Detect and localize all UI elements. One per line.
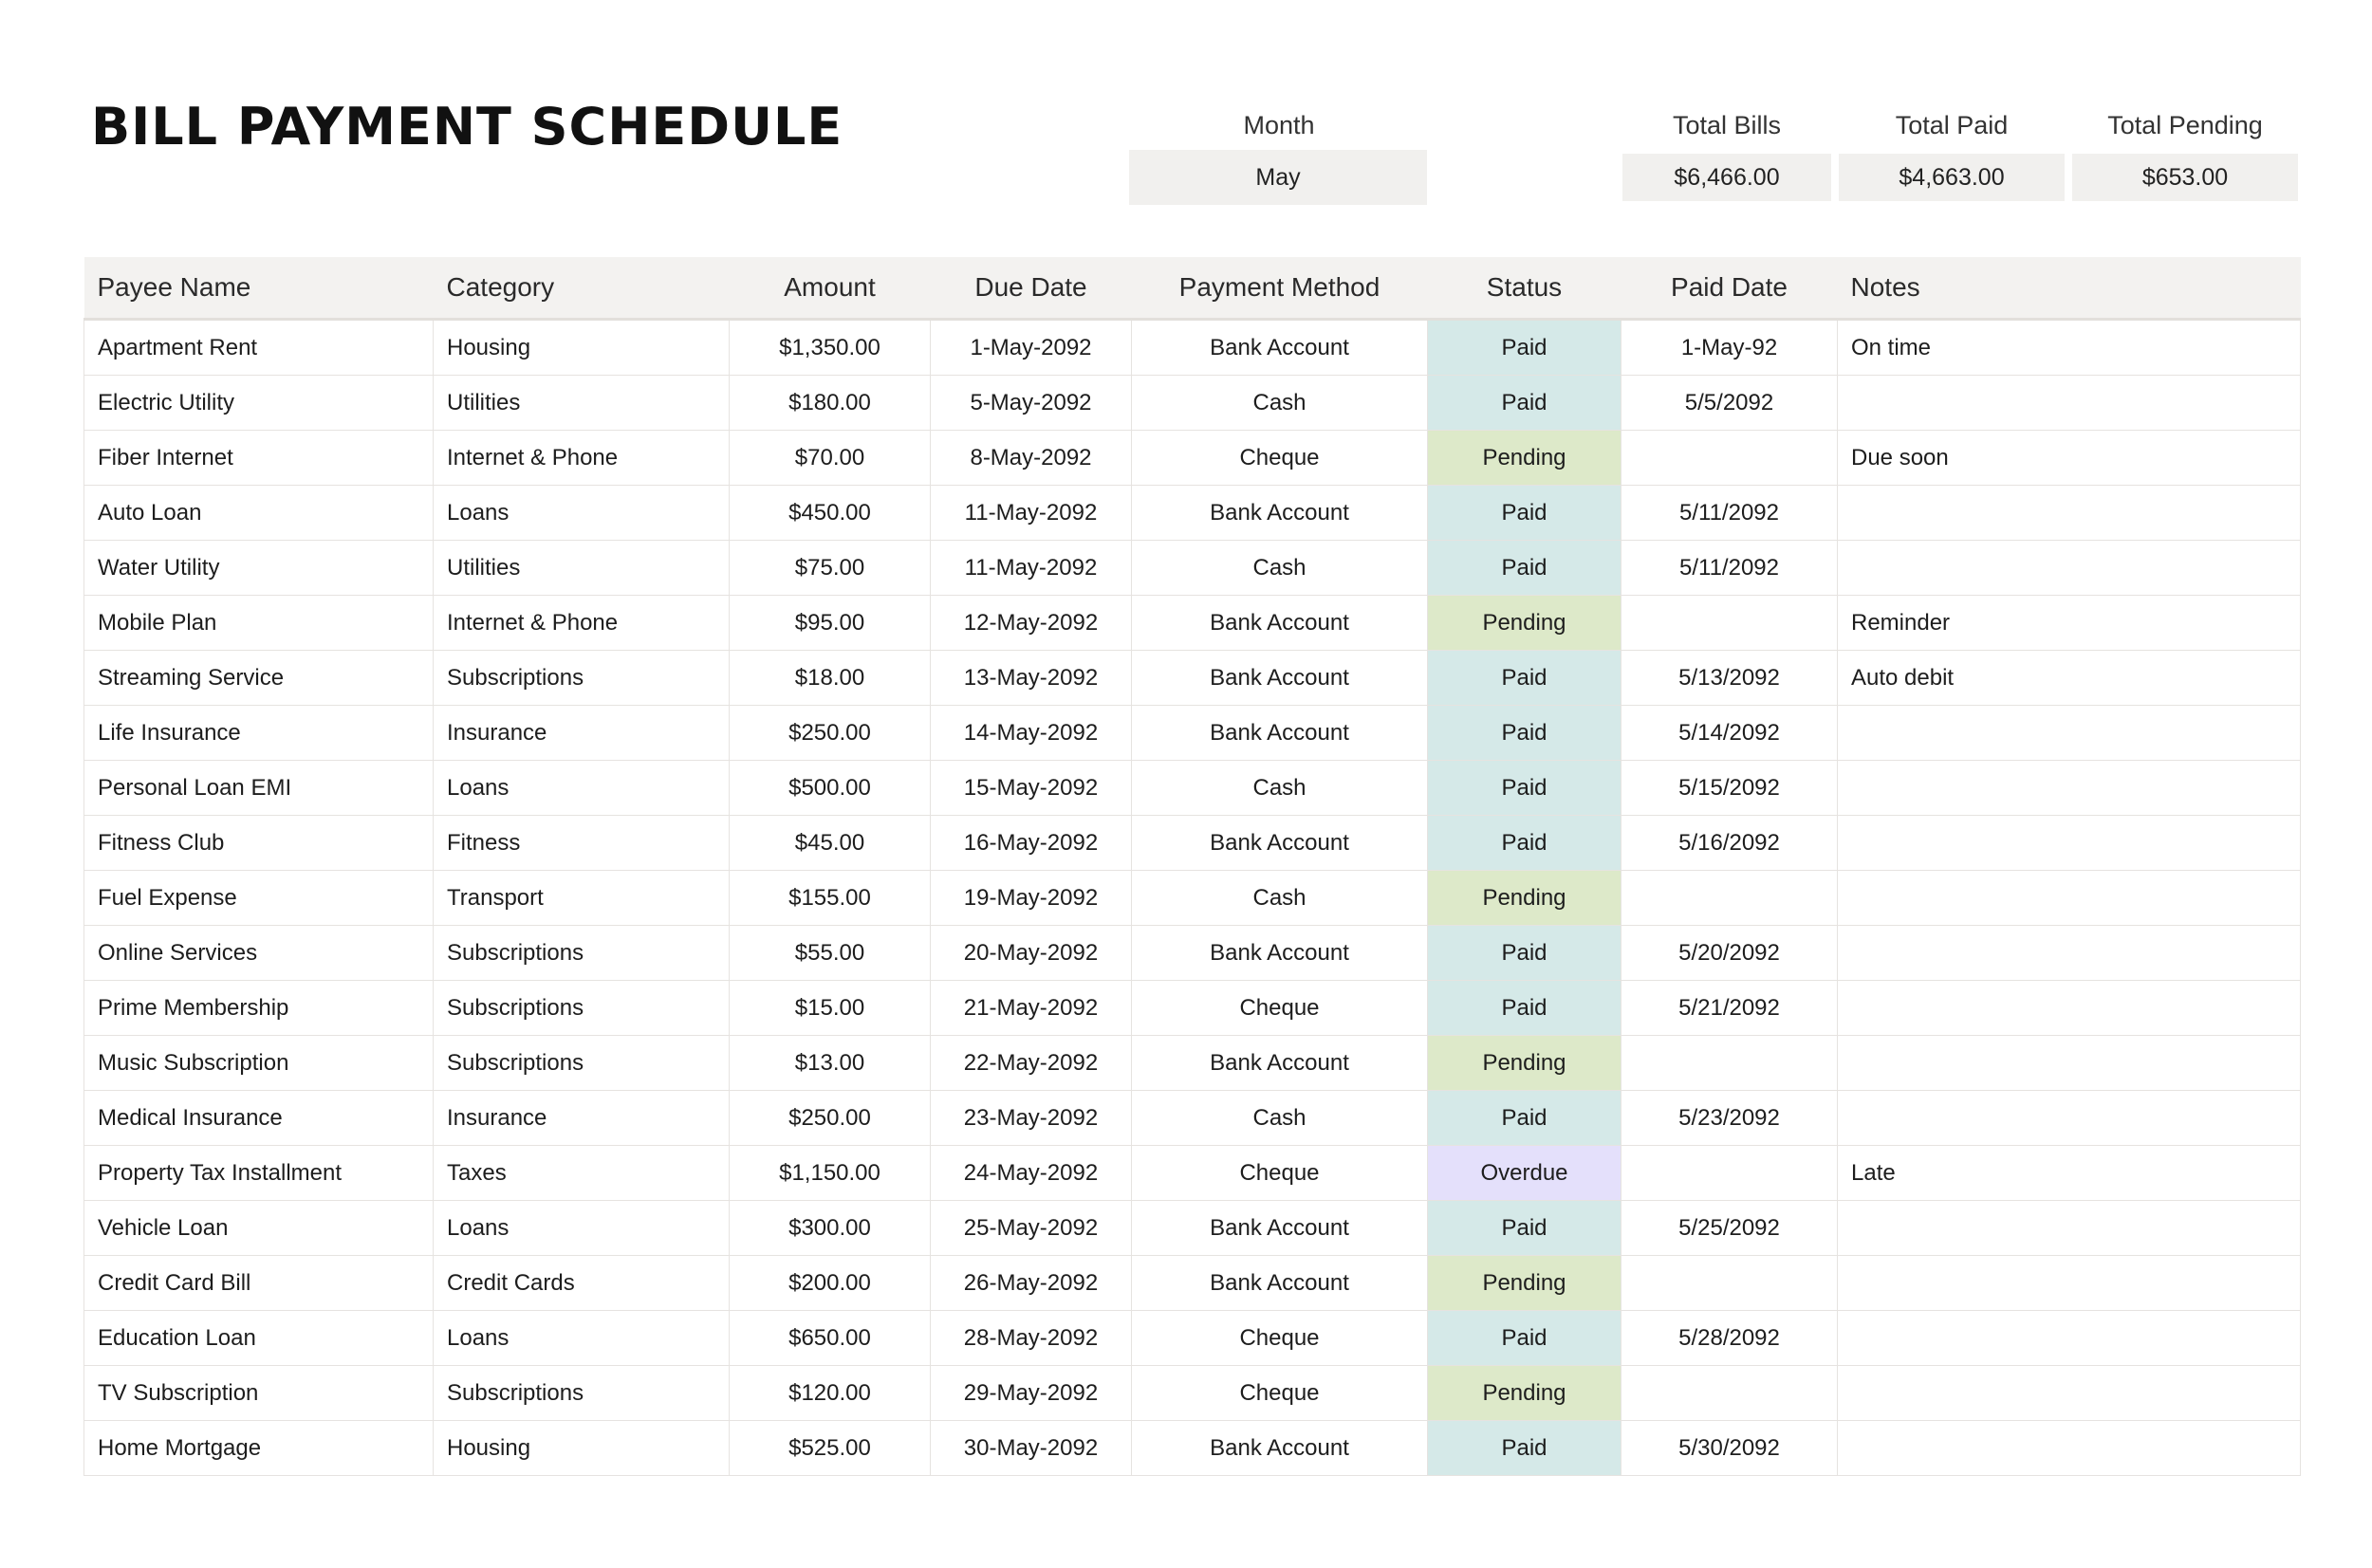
payee-name-cell[interactable]: Personal Loan EMI [84, 761, 434, 816]
table-row[interactable] [84, 706, 2301, 761]
payee-name-cell[interactable]: Water Utility [84, 541, 434, 596]
notes-cell[interactable] [1838, 541, 2301, 596]
due-date-cell[interactable]: 11-May-2092 [931, 486, 1132, 541]
notes-cell[interactable] [1838, 1421, 2301, 1476]
payment-method-cell[interactable]: Cash [1132, 761, 1428, 816]
status-cell[interactable]: Pending [1428, 1366, 1621, 1421]
total-paid-label: Total Paid [1895, 111, 2009, 139]
table-row[interactable] [84, 431, 2301, 486]
paid-date-cell[interactable] [1621, 1366, 1838, 1421]
status-cell[interactable]: Paid [1428, 376, 1621, 431]
notes-cell[interactable] [1838, 761, 2301, 816]
payee-name-cell[interactable]: Home Mortgage [84, 1421, 434, 1476]
notes-cell[interactable] [1838, 1201, 2301, 1256]
table-row[interactable] [84, 1201, 2301, 1256]
paid-date-cell[interactable]: 5/20/2092 [1621, 926, 1838, 981]
notes-cell[interactable] [1838, 1311, 2301, 1366]
table-row[interactable] [84, 651, 2301, 706]
paid-date-cell[interactable]: 5/30/2092 [1621, 1421, 1838, 1476]
total-bills-value: $6,466.00 [1622, 154, 1831, 201]
payment-method-cell[interactable]: Bank Account [1132, 651, 1428, 706]
category-cell[interactable]: Subscriptions [434, 651, 730, 706]
category-cell[interactable]: Utilities [434, 541, 730, 596]
payment-method-cell[interactable]: Cash [1132, 376, 1428, 431]
paid-date-cell[interactable] [1621, 1146, 1838, 1201]
total-pending-value: $653.00 [2072, 154, 2298, 201]
paid-date-cell[interactable]: 5/13/2092 [1621, 651, 1838, 706]
table-row[interactable] [84, 1311, 2301, 1366]
due-date-cell[interactable]: 30-May-2092 [931, 1421, 1132, 1476]
due-date-cell[interactable]: 28-May-2092 [931, 1311, 1132, 1366]
table-header-row [84, 257, 2301, 320]
status-cell[interactable]: Paid [1428, 981, 1621, 1036]
header-payee-name[interactable]: Payee Name [84, 257, 434, 320]
payee-name-cell[interactable]: Fuel Expense [84, 871, 434, 926]
notes-cell[interactable]: On time [1838, 320, 2301, 376]
status-cell[interactable]: Paid [1428, 1421, 1621, 1476]
notes-cell[interactable] [1838, 706, 2301, 761]
amount-cell[interactable]: $155.00 [730, 871, 931, 926]
payee-name-cell[interactable]: Fiber Internet [84, 431, 434, 486]
due-date-cell[interactable]: 8-May-2092 [931, 431, 1132, 486]
payment-method-cell[interactable]: Bank Account [1132, 320, 1428, 376]
header-category[interactable]: Category [434, 257, 730, 320]
notes-cell[interactable] [1838, 1091, 2301, 1146]
amount-cell[interactable]: $300.00 [730, 1201, 931, 1256]
header-status[interactable]: Status [1428, 257, 1621, 320]
amount-cell[interactable]: $250.00 [730, 706, 931, 761]
paid-date-cell[interactable] [1621, 596, 1838, 651]
status-cell[interactable]: Paid [1428, 926, 1621, 981]
payment-method-cell[interactable]: Bank Account [1132, 486, 1428, 541]
status-cell[interactable]: Overdue [1428, 1146, 1621, 1201]
amount-cell[interactable]: $200.00 [730, 1256, 931, 1311]
category-cell[interactable]: Loans [434, 1311, 730, 1366]
payment-method-cell[interactable]: Cheque [1132, 981, 1428, 1036]
table-row[interactable] [84, 1036, 2301, 1091]
status-cell[interactable]: Paid [1428, 1311, 1621, 1366]
total-bills-label: Total Bills [1672, 111, 1782, 139]
category-cell[interactable]: Subscriptions [434, 926, 730, 981]
amount-cell[interactable]: $95.00 [730, 596, 931, 651]
status-cell[interactable]: Paid [1428, 486, 1621, 541]
paid-date-cell[interactable] [1621, 871, 1838, 926]
amount-cell[interactable]: $500.00 [730, 761, 931, 816]
table-row[interactable] [84, 871, 2301, 926]
payee-name-cell[interactable]: Online Services [84, 926, 434, 981]
header-due-date[interactable]: Due Date [931, 257, 1132, 320]
due-date-cell[interactable]: 16-May-2092 [931, 816, 1132, 871]
payment-method-cell[interactable]: Bank Account [1132, 1036, 1428, 1091]
status-cell[interactable]: Pending [1428, 431, 1621, 486]
payee-name-cell[interactable]: Streaming Service [84, 651, 434, 706]
payee-name-cell[interactable]: Music Subscription [84, 1036, 434, 1091]
header-payment-method[interactable]: Payment Method [1132, 257, 1428, 320]
due-date-cell[interactable]: 22-May-2092 [931, 1036, 1132, 1091]
payee-name-cell[interactable]: Education Loan [84, 1311, 434, 1366]
due-date-cell[interactable]: 29-May-2092 [931, 1366, 1132, 1421]
payee-name-cell[interactable]: Electric Utility [84, 376, 434, 431]
notes-cell[interactable] [1838, 816, 2301, 871]
amount-cell[interactable]: $1,350.00 [730, 320, 931, 376]
paid-date-cell[interactable] [1621, 1256, 1838, 1311]
payment-method-cell[interactable]: Cheque [1132, 1366, 1428, 1421]
notes-cell[interactable] [1838, 871, 2301, 926]
payment-method-cell[interactable]: Cheque [1132, 431, 1428, 486]
payee-name-cell[interactable]: Property Tax Installment [84, 1146, 434, 1201]
payment-method-cell[interactable]: Bank Account [1132, 1421, 1428, 1476]
amount-cell[interactable]: $75.00 [730, 541, 931, 596]
payment-method-cell[interactable]: Bank Account [1132, 816, 1428, 871]
total-paid-value: $4,663.00 [1839, 154, 2065, 201]
payee-name-cell[interactable]: Life Insurance [84, 706, 434, 761]
paid-date-cell[interactable]: 5/5/2092 [1621, 376, 1838, 431]
notes-cell[interactable]: Due soon [1838, 431, 2301, 486]
paid-date-cell[interactable]: 5/11/2092 [1621, 541, 1838, 596]
status-cell[interactable]: Paid [1428, 761, 1621, 816]
due-date-cell[interactable]: 21-May-2092 [931, 981, 1132, 1036]
header-paid-date[interactable]: Paid Date [1621, 257, 1838, 320]
table-row[interactable] [84, 761, 2301, 816]
payee-name-cell[interactable]: Vehicle Loan [84, 1201, 434, 1256]
status-cell[interactable]: Paid [1428, 1201, 1621, 1256]
status-cell[interactable]: Paid [1428, 1091, 1621, 1146]
due-date-cell[interactable]: 25-May-2092 [931, 1201, 1132, 1256]
notes-cell[interactable] [1838, 1366, 2301, 1421]
payment-method-cell[interactable]: Cheque [1132, 1146, 1428, 1201]
paid-date-cell[interactable]: 5/28/2092 [1621, 1311, 1838, 1366]
table-row[interactable] [84, 486, 2301, 541]
payment-method-cell[interactable]: Bank Account [1132, 596, 1428, 651]
payment-method-cell[interactable]: Bank Account [1132, 706, 1428, 761]
notes-cell[interactable] [1838, 981, 2301, 1036]
table-row[interactable] [84, 1366, 2301, 1421]
amount-cell[interactable]: $250.00 [730, 1091, 931, 1146]
category-cell[interactable]: Internet & Phone [434, 431, 730, 486]
category-cell[interactable]: Subscriptions [434, 1036, 730, 1091]
notes-cell[interactable]: Reminder [1838, 596, 2301, 651]
amount-cell[interactable]: $525.00 [730, 1421, 931, 1476]
table-row[interactable] [84, 320, 2301, 376]
category-cell[interactable]: Taxes [434, 1146, 730, 1201]
due-date-cell[interactable]: 1-May-2092 [931, 320, 1132, 376]
paid-date-cell[interactable] [1621, 1036, 1838, 1091]
table-row[interactable] [84, 596, 2301, 651]
table-row[interactable] [84, 926, 2301, 981]
status-cell[interactable]: Pending [1428, 1256, 1621, 1311]
total-pending-label: Total Pending [2107, 111, 2263, 139]
amount-cell[interactable]: $13.00 [730, 1036, 931, 1091]
notes-cell[interactable] [1838, 376, 2301, 431]
table-row[interactable] [84, 1146, 2301, 1201]
status-cell[interactable]: Paid [1428, 816, 1621, 871]
amount-cell[interactable]: $180.00 [730, 376, 931, 431]
amount-cell[interactable]: $450.00 [730, 486, 931, 541]
payment-method-cell[interactable]: Bank Account [1132, 1256, 1428, 1311]
paid-date-cell[interactable] [1621, 431, 1838, 486]
due-date-cell[interactable]: 13-May-2092 [931, 651, 1132, 706]
category-cell[interactable]: Subscriptions [434, 1366, 730, 1421]
category-cell[interactable]: Internet & Phone [434, 596, 730, 651]
payment-method-cell[interactable]: Bank Account [1132, 1201, 1428, 1256]
amount-cell[interactable]: $1,150.00 [730, 1146, 931, 1201]
amount-cell[interactable]: $650.00 [730, 1311, 931, 1366]
due-date-cell[interactable]: 12-May-2092 [931, 596, 1132, 651]
status-cell[interactable]: Paid [1428, 541, 1621, 596]
due-date-cell[interactable]: 11-May-2092 [931, 541, 1132, 596]
status-cell[interactable]: Pending [1428, 596, 1621, 651]
amount-cell[interactable]: $18.00 [730, 651, 931, 706]
due-date-cell[interactable]: 14-May-2092 [931, 706, 1132, 761]
category-cell[interactable]: Utilities [434, 376, 730, 431]
paid-date-cell[interactable]: 5/15/2092 [1621, 761, 1838, 816]
table-row[interactable] [84, 541, 2301, 596]
header-amount[interactable]: Amount [730, 257, 931, 320]
due-date-cell[interactable]: 15-May-2092 [931, 761, 1132, 816]
category-cell[interactable]: Loans [434, 486, 730, 541]
notes-cell[interactable]: Late [1838, 1146, 2301, 1201]
category-cell[interactable]: Fitness [434, 816, 730, 871]
payment-method-cell[interactable]: Cheque [1132, 1311, 1428, 1366]
paid-date-cell[interactable]: 5/23/2092 [1621, 1091, 1838, 1146]
table-row[interactable] [84, 1421, 2301, 1476]
amount-cell[interactable]: $70.00 [730, 431, 931, 486]
amount-cell[interactable]: $15.00 [730, 981, 931, 1036]
payee-name-cell[interactable]: Credit Card Bill [84, 1256, 434, 1311]
payment-method-cell[interactable]: Cash [1132, 1091, 1428, 1146]
payee-name-cell[interactable]: Apartment Rent [84, 320, 434, 376]
category-cell[interactable]: Transport [434, 871, 730, 926]
category-cell[interactable]: Housing [434, 320, 730, 376]
payee-name-cell[interactable]: TV Subscription [84, 1366, 434, 1421]
month-label: Month [1243, 111, 1315, 139]
payee-name-cell[interactable]: Fitness Club [84, 816, 434, 871]
table-row[interactable] [84, 1256, 2301, 1311]
due-date-cell[interactable]: 26-May-2092 [931, 1256, 1132, 1311]
amount-cell[interactable]: $45.00 [730, 816, 931, 871]
category-cell[interactable]: Loans [434, 761, 730, 816]
payment-method-cell[interactable]: Cash [1132, 541, 1428, 596]
page-title: BILL PAYMENT SCHEDULE [91, 97, 843, 157]
paid-date-cell[interactable]: 5/21/2092 [1621, 981, 1838, 1036]
payment-method-cell[interactable]: Bank Account [1132, 926, 1428, 981]
notes-cell[interactable] [1838, 1256, 2301, 1311]
notes-cell[interactable]: Auto debit [1838, 651, 2301, 706]
table-row[interactable] [84, 816, 2301, 871]
amount-cell[interactable]: $55.00 [730, 926, 931, 981]
payee-name-cell[interactable]: Medical Insurance [84, 1091, 434, 1146]
header-notes[interactable]: Notes [1838, 257, 2301, 320]
status-cell[interactable]: Paid [1428, 320, 1621, 376]
category-cell[interactable]: Subscriptions [434, 981, 730, 1036]
table-row[interactable] [84, 376, 2301, 431]
due-date-cell[interactable]: 24-May-2092 [931, 1146, 1132, 1201]
payee-name-cell[interactable]: Mobile Plan [84, 596, 434, 651]
notes-cell[interactable] [1838, 926, 2301, 981]
due-date-cell[interactable]: 20-May-2092 [931, 926, 1132, 981]
notes-cell[interactable] [1838, 1036, 2301, 1091]
status-cell[interactable]: Paid [1428, 651, 1621, 706]
category-cell[interactable]: Insurance [434, 1091, 730, 1146]
category-cell[interactable]: Credit Cards [434, 1256, 730, 1311]
table-row[interactable] [84, 1091, 2301, 1146]
status-cell[interactable]: Paid [1428, 706, 1621, 761]
paid-date-cell[interactable]: 5/11/2092 [1621, 486, 1838, 541]
status-cell[interactable]: Pending [1428, 871, 1621, 926]
paid-date-cell[interactable]: 5/16/2092 [1621, 816, 1838, 871]
paid-date-cell[interactable]: 5/14/2092 [1621, 706, 1838, 761]
category-cell[interactable]: Loans [434, 1201, 730, 1256]
category-cell[interactable]: Insurance [434, 706, 730, 761]
bill-schedule-table [83, 257, 2301, 1476]
month-value[interactable]: May [1129, 150, 1427, 205]
due-date-cell[interactable]: 23-May-2092 [931, 1091, 1132, 1146]
payment-method-cell[interactable]: Cash [1132, 871, 1428, 926]
payee-name-cell[interactable]: Prime Membership [84, 981, 434, 1036]
paid-date-cell[interactable]: 5/25/2092 [1621, 1201, 1838, 1256]
category-cell[interactable]: Housing [434, 1421, 730, 1476]
payee-name-cell[interactable]: Auto Loan [84, 486, 434, 541]
notes-cell[interactable] [1838, 486, 2301, 541]
status-cell[interactable]: Pending [1428, 1036, 1621, 1091]
paid-date-cell[interactable]: 1-May-92 [1621, 320, 1838, 376]
table-row[interactable] [84, 981, 2301, 1036]
amount-cell[interactable]: $120.00 [730, 1366, 931, 1421]
due-date-cell[interactable]: 5-May-2092 [931, 376, 1132, 431]
due-date-cell[interactable]: 19-May-2092 [931, 871, 1132, 926]
